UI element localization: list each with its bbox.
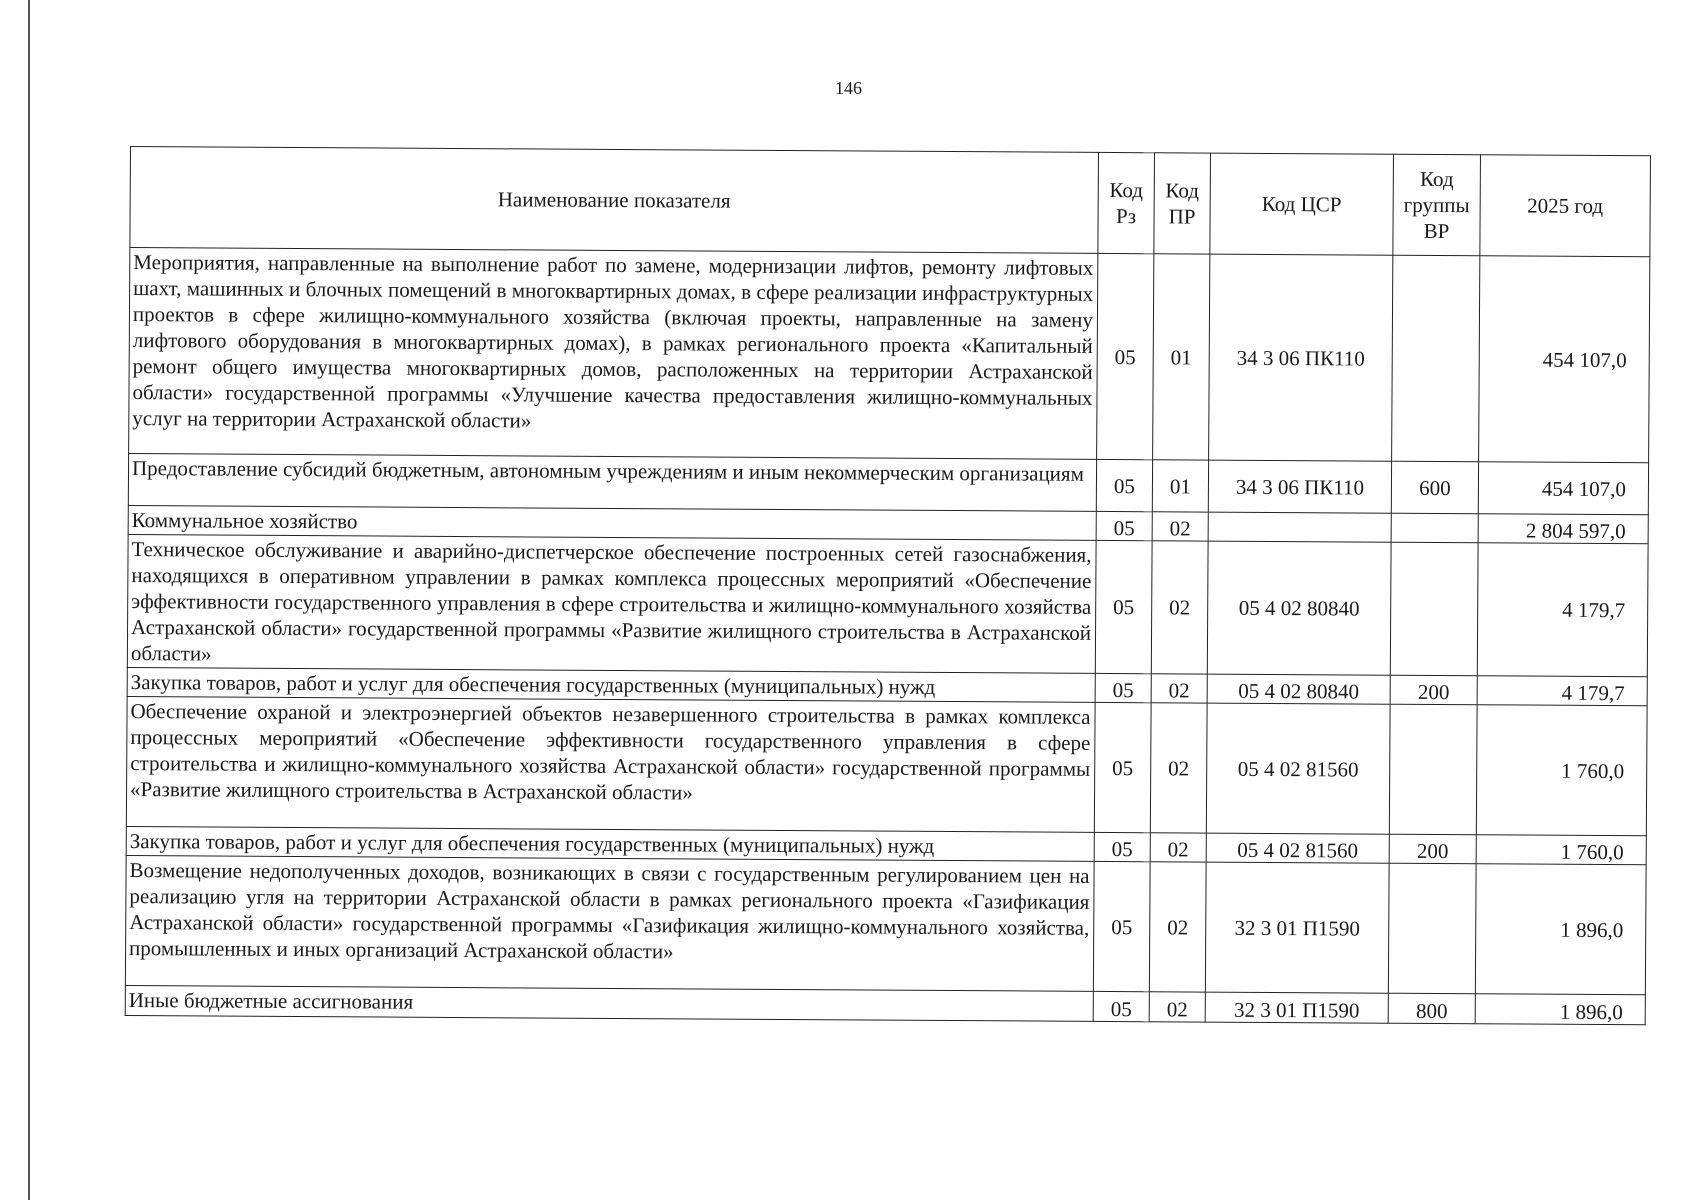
- row-name: Иные бюджетные ассигнования: [125, 985, 1093, 1021]
- row-vr: 200: [1390, 675, 1477, 705]
- budget-table: [125, 146, 1651, 1025]
- row-pr: 02: [1151, 541, 1208, 674]
- row-vr: 600: [1391, 461, 1478, 514]
- row-rz: 05: [1096, 459, 1152, 511]
- row-csr: 32 3 01 П1590: [1205, 992, 1388, 1023]
- table-row: [126, 696, 1647, 835]
- row-csr: 05 4 02 81560: [1206, 833, 1389, 863]
- row-vr: [1391, 513, 1478, 543]
- row-rz: 05: [1093, 991, 1149, 1021]
- row-csr: 05 4 02 80840: [1207, 674, 1390, 704]
- header-rz: Код Рз: [1098, 152, 1155, 253]
- row-csr: 34 3 06 ПК110: [1209, 254, 1393, 461]
- page-number: 146: [835, 78, 862, 98]
- scan-edge-line: [28, 0, 30, 1200]
- table-row: [125, 855, 1646, 994]
- row-pr: 02: [1149, 992, 1205, 1022]
- row-pr: 02: [1149, 862, 1206, 992]
- row-pr: 02: [1150, 833, 1206, 862]
- header-name: Наименование показателя: [130, 147, 1099, 254]
- row-rz: 05: [1094, 832, 1150, 861]
- row-name: Коммунальное хозяйство: [128, 505, 1096, 540]
- row-vr: 800: [1388, 993, 1475, 1024]
- row-vr: 200: [1389, 834, 1476, 864]
- row-pr: 02: [1152, 512, 1208, 541]
- row-pr: 01: [1152, 460, 1208, 512]
- row-name: Возмещение недополученных доходов, возникающих в связи с государственным регулированием цен на реализацию угля на территории Астраханской области в рамках регионального проекта «Газификация Астраханской области» государственной программы «Газификация жилищно-коммунального хозяйства, промышленных и иных организаций Астраханской области»: [125, 855, 1094, 991]
- row-pr: 02: [1151, 674, 1207, 703]
- row-rz: 05: [1094, 702, 1151, 832]
- table-row: [129, 248, 1650, 463]
- row-vr: [1389, 704, 1477, 835]
- row-pr: 02: [1150, 703, 1207, 833]
- row-rz: 05: [1095, 673, 1151, 702]
- row-rz: 05: [1096, 511, 1152, 540]
- row-amount: 1 896,0: [1475, 864, 1646, 995]
- table-header-row: [130, 147, 1651, 257]
- row-amount: 1 760,0: [1476, 705, 1647, 836]
- row-rz: 05: [1095, 540, 1152, 673]
- header-csr: Код ЦСР: [1210, 153, 1394, 255]
- row-name: Предоставление субсидий бюджетным, автономным учреждениям и иным некоммерческим организациям: [128, 453, 1096, 511]
- table-row: [127, 534, 1648, 676]
- row-amount: 1 896,0: [1475, 994, 1645, 1025]
- row-amount: 2 804 597,0: [1478, 514, 1648, 544]
- row-amount: 4 179,7: [1477, 676, 1647, 706]
- row-csr: 05 4 02 81560: [1206, 703, 1390, 834]
- header-year: 2025 год: [1480, 155, 1651, 257]
- row-rz: 05: [1093, 861, 1150, 991]
- row-amount: 454 107,0: [1478, 462, 1648, 515]
- header-vr: Код группы ВР: [1393, 154, 1481, 256]
- row-csr: 05 4 02 80840: [1207, 541, 1391, 675]
- row-amount: 4 179,7: [1477, 543, 1648, 677]
- row-name: Техническое обслуживание и аварийно-диспетчерское обеспечение построенных сетей газоснабжения, находящихся в оперативном управлении в рамках комплекса процессных мероприятий «Обеспечение эффективности государственного управления в сфере строительства и жилищно-коммунального хозяйства Астраханской области» государственной программы «Развитие жилищного строительства в Астраханской области»: [127, 534, 1096, 673]
- header-pr: Код ПР: [1154, 153, 1211, 254]
- row-csr: 32 3 01 П1590: [1205, 862, 1389, 993]
- row-vr: [1390, 542, 1478, 676]
- row-csr: 34 3 06 ПК110: [1208, 460, 1391, 513]
- row-amount: 454 107,0: [1479, 256, 1650, 463]
- row-pr: 01: [1153, 254, 1210, 460]
- row-name: Закупка товаров, работ и услуг для обеспечения государственных (муниципальных) нужд: [127, 667, 1095, 702]
- row-csr: [1208, 512, 1391, 542]
- row-rz: 05: [1097, 253, 1154, 459]
- row-vr: [1388, 863, 1476, 994]
- row-name: Обеспечение охраной и электроэнергией объектов незавершенного строительства в рамках комплекса процессных мероприятий «Обеспечение эффективности государственного управления в сфере строительства и жилищно-коммунального хозяйства Астраханской области» государственной программы «Развитие жилищного строительства в Астраханской области»: [126, 696, 1095, 832]
- row-name: Закупка товаров, работ и услуг для обеспечения государственных (муниципальных) нужд: [126, 826, 1094, 861]
- table-row: [128, 453, 1648, 514]
- row-vr: [1392, 255, 1480, 462]
- row-amount: 1 760,0: [1476, 835, 1646, 865]
- row-name: Мероприятия, направленные на выполнение работ по замене, модернизации лифтов, ремонту лифтовых шахт, машинных и блочных помещений в многоквартирных домах, в сфере реализации инфраструктурных проектов в сфере жилищно-коммунального хозяйства (включая проекты, направленные на замену лифтового оборудования в многоквартирных домах), в рамках регионального проекта «Капитальный ремонт общего имущества многоквартирных домов, расположенных на территории Астраханской области» государственной программы «Улучшение качества предоставления жилищно-коммунальных услуг на территории Астраханской области»: [129, 248, 1098, 460]
